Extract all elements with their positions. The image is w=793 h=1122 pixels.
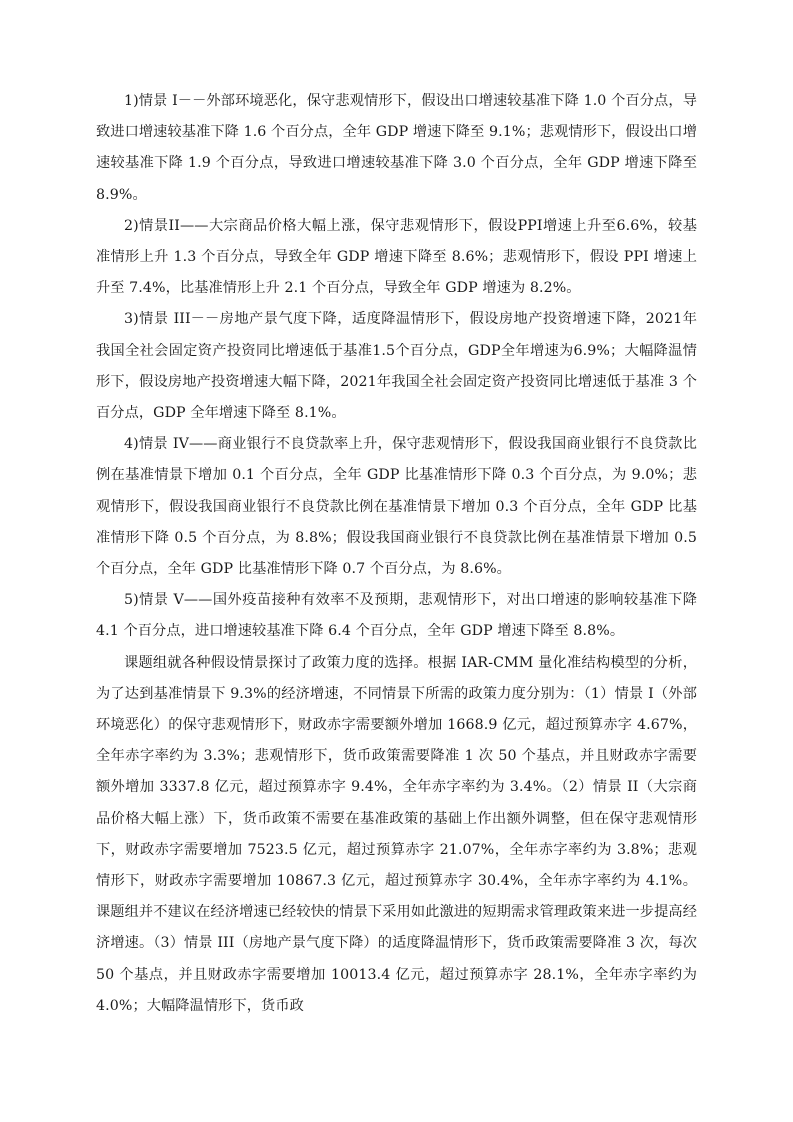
scenario-4-paragraph: 4)情景 IV——商业银行不良贷款率上升，保守悲观情形下，假设我国商业银行不良贷款比例在基准情景下增加 0.1 个百分点，全年 GDP 比基准情形下降 0.3 个百分点，为 9.0%；悲观情形下，假设我国商业银行不良贷款比例在基准情景下增加 0.3 个百分点，全年 GDP 比基准情形下降 0.5 个百分点，为 8.8%；假设我国商业银行不良贷款比例在基准情景下增加 0.5 个百分点，全年 GDP 比基准情形下降 0.7 个百分点，为 8.6%。 [96,436,697,578]
document-page [96,86,697,1022]
policy-analysis-paragraph: 课题组就各种假设情景探讨了政策力度的选择。根据 IAR-CMM 量化准结构模型的分析，为了达到基准情景下 9.3%的经济增速，不同情景下所需的政策力度分别为：（1）情景 I（外部环境恶化）的保守悲观情形下，财政赤字需要额外增加 1668.9 亿元，超过预算赤字 4.67%，全年赤字率约为 3.3%；悲观情形下，货币政策需要降准 1 次 50 个基点，并且财政赤字需要额外增加 3337.8 亿元，超过预算赤字 9.4%，全年赤字率约为 3.4%。（2）情景 II（大宗商品价格大幅上涨）下，货币政策不需要在基准政策的基础上作出额外调整，但在保守悲观情形下，财政赤字需要增加 7523.5 亿元，超过预算赤字 21.07%，全年赤字率约为 3.8%；悲观情形下，财政赤字需要增加 10867.3 亿元，超过预算赤字 30.4%，全年赤字率约为 4.1%。课题组并不建议在经济增速已经较快的情景下采用如此激进的短期需求管理政策来进一步提高经济增速。（3）情景 III（房地产景气度下降）的适度降温情形下，货币政策需要降准 3 次，每次 50 个基点，并且财政赤字需要增加 10013.4 亿元，超过预算赤字 28.1%，全年赤字率约为 4.0%；大幅降温情形下，货币政 [96,654,697,1014]
scenario-3-paragraph: 3)情景 III－－房地产景气度下降，适度降温情形下，假设房地产投资增速下降，2021年我国全社会固定资产投资同比增速低于基准1.5个百分点，GDP全年增速为6.9%；大幅降温情形下，假设房地产投资增速大幅下降，2021年我国全社会固定资产投资同比增速低于基准 3 个百分点，GDP 全年增速下降至 8.1%。 [96,311,697,422]
scenario-5-paragraph: 5)情景 V——国外疫苗接种有效率不及预期，悲观情形下，对出口增速的影响较基准下降 4.1 个百分点，进口增速较基准下降 6.4 个百分点，全年 GDP 增速下降至 8.8%。 [96,592,697,640]
scenario-1-paragraph: 1)情景 I－－外部环境恶化，保守悲观情形下，假设出口增速较基准下降 1.0 个百分点，导致进口增速较基准下降 1.6 个百分点，全年 GDP 增速下降至 9.1%；悲观情形下，假设出口增速较基准下降 1.9 个百分点，导致进口增速较基准下降 3.0 个百分点，全年 GDP 增速下降至 8.9%。 [96,93,697,203]
scenario-2-paragraph: 2)情景II——大宗商品价格大幅上涨，保守悲观情形下，假设PPI增速上升至6.6%，较基准情形上升 1.3 个百分点，导致全年 GDP 增速下降至 8.6%；悲观情形下，假设 PPI 增速上升至 7.4%，比基准情形上升 2.1 个百分点，导致全年 GDP 增速为 8.2%。 [96,217,697,297]
